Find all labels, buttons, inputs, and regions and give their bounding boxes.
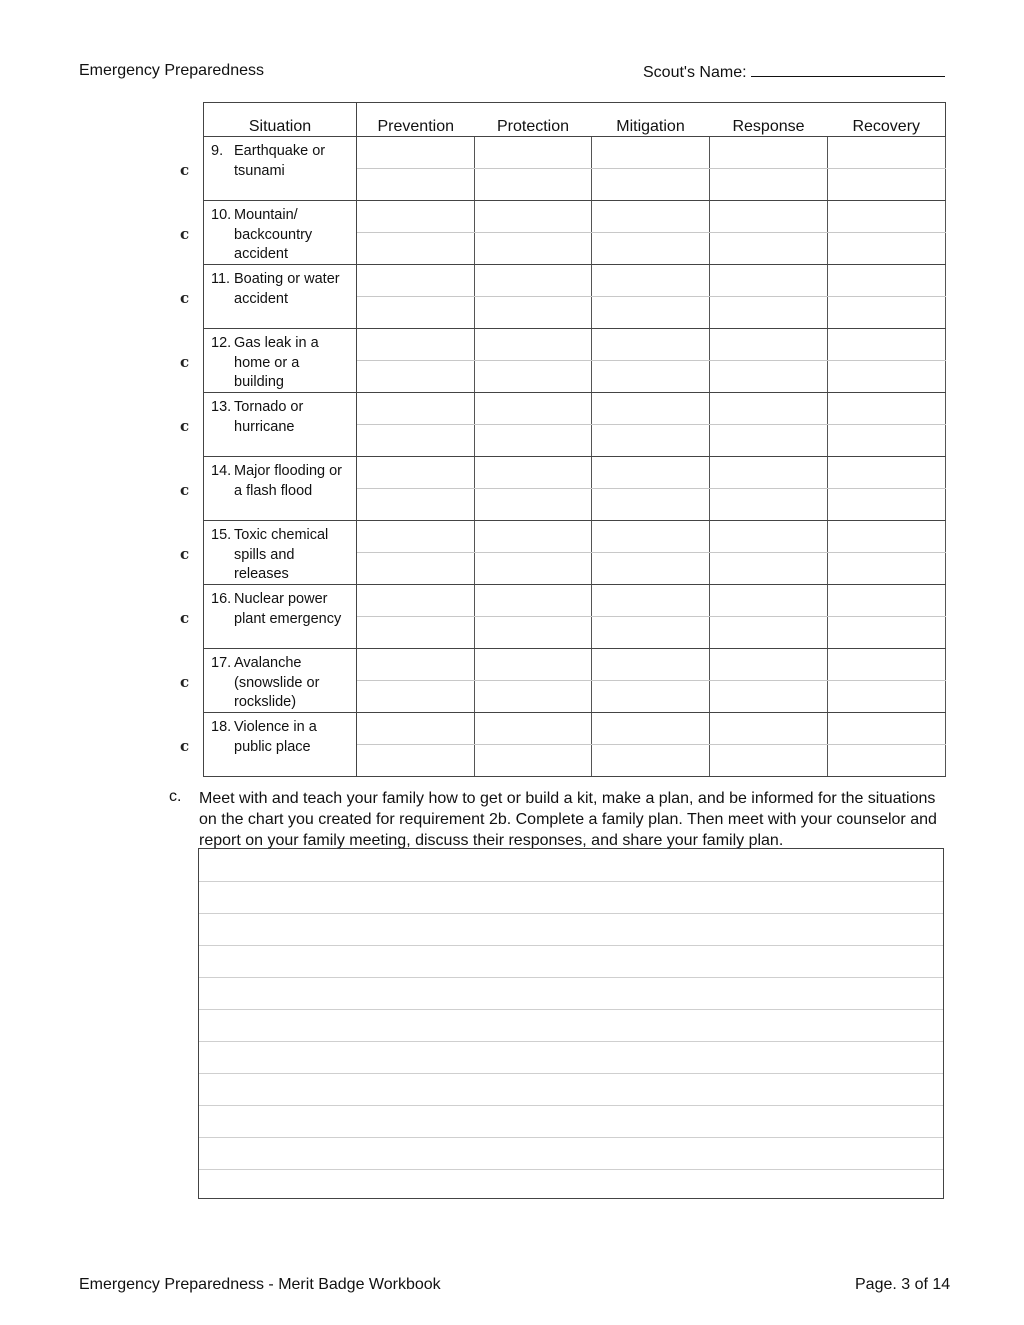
situation-cell xyxy=(204,329,357,393)
prevention-cell[interactable] xyxy=(357,169,475,201)
response-cell[interactable] xyxy=(710,745,828,777)
recovery-cell[interactable] xyxy=(828,489,946,521)
situation-label: Mountain/ backcountry accident xyxy=(234,207,313,262)
situation-label: Earthquake or tsunami xyxy=(234,143,326,179)
response-cell[interactable] xyxy=(710,297,828,329)
protection-cell[interactable] xyxy=(475,713,592,745)
mitigation-cell[interactable] xyxy=(592,713,710,745)
answer-line xyxy=(199,1073,943,1074)
requirement-c-letter: c. xyxy=(169,788,182,805)
protection-cell[interactable] xyxy=(475,201,592,233)
mitigation-cell[interactable] xyxy=(592,457,710,489)
answer-line xyxy=(199,945,943,946)
recovery-cell[interactable] xyxy=(828,393,946,425)
response-cell[interactable] xyxy=(710,649,828,681)
situation-row xyxy=(204,265,946,297)
protection-cell[interactable] xyxy=(475,169,592,201)
mitigation-cell[interactable] xyxy=(592,649,710,681)
prevention-cell[interactable] xyxy=(357,521,475,553)
situation-number: 16. xyxy=(211,591,232,607)
column-header-response: Response xyxy=(710,103,828,137)
situation-cell xyxy=(204,201,357,265)
prevention-cell[interactable] xyxy=(357,457,475,489)
situation-number: 9. xyxy=(211,143,224,159)
answer-line xyxy=(199,1137,943,1138)
situation-row xyxy=(204,649,946,681)
situation-checkbox[interactable]: c xyxy=(180,673,190,691)
recovery-cell[interactable] xyxy=(828,297,946,329)
prevention-cell[interactable] xyxy=(357,137,475,169)
protection-cell[interactable] xyxy=(475,233,592,265)
chart-header-row xyxy=(204,103,946,137)
mitigation-cell[interactable] xyxy=(592,553,710,585)
response-cell[interactable] xyxy=(710,553,828,585)
family-plan-answer-box[interactable] xyxy=(198,848,944,1199)
mitigation-cell[interactable] xyxy=(592,617,710,649)
answer-line xyxy=(199,1041,943,1042)
answer-line xyxy=(199,913,943,914)
situation-checkbox[interactable]: c xyxy=(180,481,190,499)
mitigation-cell[interactable] xyxy=(592,233,710,265)
situation-row xyxy=(204,585,946,617)
recovery-cell[interactable] xyxy=(828,585,946,617)
answer-line xyxy=(199,1009,943,1010)
situation-label: Tornado or hurricane xyxy=(234,399,304,435)
page-header-title: Emergency Preparedness xyxy=(79,62,264,79)
situation-number: 10. xyxy=(211,207,232,223)
scout-name-line[interactable] xyxy=(751,62,945,77)
footer-workbook-title: Emergency Preparedness - Merit Badge Workbook xyxy=(79,1276,441,1293)
prevention-cell[interactable] xyxy=(357,713,475,745)
prevention-cell[interactable] xyxy=(357,553,475,585)
recovery-cell[interactable] xyxy=(828,745,946,777)
recovery-cell[interactable] xyxy=(828,553,946,585)
protection-cell[interactable] xyxy=(475,617,592,649)
prevention-cell[interactable] xyxy=(357,489,475,521)
mitigation-cell[interactable] xyxy=(592,361,710,393)
response-cell[interactable] xyxy=(710,457,828,489)
prevention-cell[interactable] xyxy=(357,649,475,681)
answer-line xyxy=(199,977,943,978)
mitigation-cell[interactable] xyxy=(592,521,710,553)
recovery-cell[interactable] xyxy=(828,137,946,169)
protection-cell[interactable] xyxy=(475,265,592,297)
situation-label: Violence in a public place xyxy=(234,719,317,755)
situation-cell xyxy=(204,649,357,713)
column-header-situation: Situation xyxy=(204,103,357,137)
recovery-cell[interactable] xyxy=(828,649,946,681)
recovery-cell[interactable] xyxy=(828,201,946,233)
protection-cell[interactable] xyxy=(475,393,592,425)
protection-cell[interactable] xyxy=(475,137,592,169)
prevention-cell[interactable] xyxy=(357,297,475,329)
situation-checkbox[interactable]: c xyxy=(180,225,190,243)
situation-label: Major flooding or a flash flood xyxy=(234,463,342,499)
prevention-cell[interactable] xyxy=(357,681,475,713)
response-cell[interactable] xyxy=(710,393,828,425)
situation-label: Boating or water accident xyxy=(234,271,340,307)
protection-cell[interactable] xyxy=(475,521,592,553)
response-cell[interactable] xyxy=(710,521,828,553)
column-header-prevention: Prevention xyxy=(357,103,475,137)
situation-row xyxy=(204,457,946,489)
protection-cell[interactable] xyxy=(475,553,592,585)
recovery-cell[interactable] xyxy=(828,265,946,297)
prevention-cell[interactable] xyxy=(357,361,475,393)
recovery-cell[interactable] xyxy=(828,169,946,201)
protection-cell[interactable] xyxy=(475,297,592,329)
mitigation-cell[interactable] xyxy=(592,265,710,297)
column-header-recovery: Recovery xyxy=(828,103,946,137)
situation-number: 17. xyxy=(211,655,232,671)
mitigation-cell[interactable] xyxy=(592,393,710,425)
situation-cell xyxy=(204,521,357,585)
protection-cell[interactable] xyxy=(475,489,592,521)
protection-cell[interactable] xyxy=(475,361,592,393)
situation-number: 13. xyxy=(211,399,232,415)
situation-row xyxy=(204,393,946,425)
recovery-cell[interactable] xyxy=(828,425,946,457)
situation-label: Gas leak in a home or a building xyxy=(234,335,319,390)
prevention-cell[interactable] xyxy=(357,585,475,617)
situation-cell xyxy=(204,137,357,201)
situation-checkbox[interactable]: c xyxy=(180,545,190,563)
prevention-cell[interactable] xyxy=(357,393,475,425)
situation-cell xyxy=(204,457,357,521)
recovery-cell[interactable] xyxy=(828,617,946,649)
prevention-cell[interactable] xyxy=(357,425,475,457)
protection-cell[interactable] xyxy=(475,329,592,361)
response-cell[interactable] xyxy=(710,617,828,649)
recovery-cell[interactable] xyxy=(828,457,946,489)
response-cell[interactable] xyxy=(710,489,828,521)
response-cell[interactable] xyxy=(710,233,828,265)
response-cell[interactable] xyxy=(710,713,828,745)
prevention-cell[interactable] xyxy=(357,745,475,777)
recovery-cell[interactable] xyxy=(828,233,946,265)
situation-checkbox[interactable]: c xyxy=(180,161,190,179)
mitigation-cell[interactable] xyxy=(592,329,710,361)
recovery-cell[interactable] xyxy=(828,361,946,393)
situation-number: 18. xyxy=(211,719,232,735)
mitigation-cell[interactable] xyxy=(592,201,710,233)
mitigation-cell[interactable] xyxy=(592,297,710,329)
mitigation-cell[interactable] xyxy=(592,585,710,617)
situation-row xyxy=(204,521,946,553)
situation-cell xyxy=(204,265,357,329)
response-cell[interactable] xyxy=(710,361,828,393)
situation-label: Toxic chemical spills and releases xyxy=(234,527,329,582)
prevention-cell[interactable] xyxy=(357,233,475,265)
answer-line xyxy=(199,1105,943,1106)
situation-row xyxy=(204,201,946,233)
situation-checkbox[interactable]: c xyxy=(180,353,190,371)
response-cell[interactable] xyxy=(710,329,828,361)
protection-cell[interactable] xyxy=(475,681,592,713)
recovery-cell[interactable] xyxy=(828,521,946,553)
mitigation-cell[interactable] xyxy=(592,681,710,713)
protection-cell[interactable] xyxy=(475,425,592,457)
mitigation-cell[interactable] xyxy=(592,745,710,777)
situation-cell xyxy=(204,585,357,649)
response-cell[interactable] xyxy=(710,137,828,169)
situation-number: 14. xyxy=(211,463,232,479)
requirement-c-text: Meet with and teach your family how to get or build a kit, make a plan, and be informed for the situations on the chart you created for requirement 2b. Complete a family plan. Then meet with your counselor and report on your family meeting, discuss their responses, and share your family plan. xyxy=(199,790,937,849)
prevention-cell[interactable] xyxy=(357,617,475,649)
response-cell[interactable] xyxy=(710,681,828,713)
prevention-cell[interactable] xyxy=(357,265,475,297)
recovery-cell[interactable] xyxy=(828,713,946,745)
footer-page-number: Page. 3 of 14 xyxy=(855,1276,951,1293)
answer-line xyxy=(199,1169,943,1170)
protection-cell[interactable] xyxy=(475,585,592,617)
situation-checkbox[interactable]: c xyxy=(180,609,190,627)
situation-label: Avalanche (snowslide or rockslide) xyxy=(234,655,320,710)
column-header-mitigation: Mitigation xyxy=(592,103,710,137)
situation-row xyxy=(204,137,946,169)
response-cell[interactable] xyxy=(710,425,828,457)
prevention-cell[interactable] xyxy=(357,329,475,361)
situation-cell xyxy=(204,393,357,457)
situation-row xyxy=(204,713,946,745)
prevention-cell[interactable] xyxy=(357,201,475,233)
response-cell[interactable] xyxy=(710,265,828,297)
situation-checkbox[interactable]: c xyxy=(180,289,190,307)
situation-checkbox[interactable]: c xyxy=(180,417,190,435)
mitigation-cell[interactable] xyxy=(592,489,710,521)
column-header-protection: Protection xyxy=(475,103,592,137)
situation-row xyxy=(204,329,946,361)
protection-cell[interactable] xyxy=(475,457,592,489)
response-cell[interactable] xyxy=(710,201,828,233)
situation-label: Nuclear power plant emergency xyxy=(234,591,342,627)
mitigation-cell[interactable] xyxy=(592,137,710,169)
mitigation-cell[interactable] xyxy=(592,169,710,201)
situation-number: 11. xyxy=(211,271,231,287)
situation-checkbox[interactable]: c xyxy=(180,737,190,755)
protection-cell[interactable] xyxy=(475,745,592,777)
situation-number: 12. xyxy=(211,335,232,351)
situation-number: 15. xyxy=(211,527,232,543)
answer-line xyxy=(199,881,943,882)
scout-name-field xyxy=(643,62,945,82)
response-cell[interactable] xyxy=(710,169,828,201)
response-cell[interactable] xyxy=(710,585,828,617)
preparedness-chart xyxy=(203,102,946,777)
scout-name-label: Scout's Name: xyxy=(643,64,747,81)
protection-cell[interactable] xyxy=(475,649,592,681)
mitigation-cell[interactable] xyxy=(592,425,710,457)
situation-cell xyxy=(204,713,357,777)
recovery-cell[interactable] xyxy=(828,329,946,361)
recovery-cell[interactable] xyxy=(828,681,946,713)
